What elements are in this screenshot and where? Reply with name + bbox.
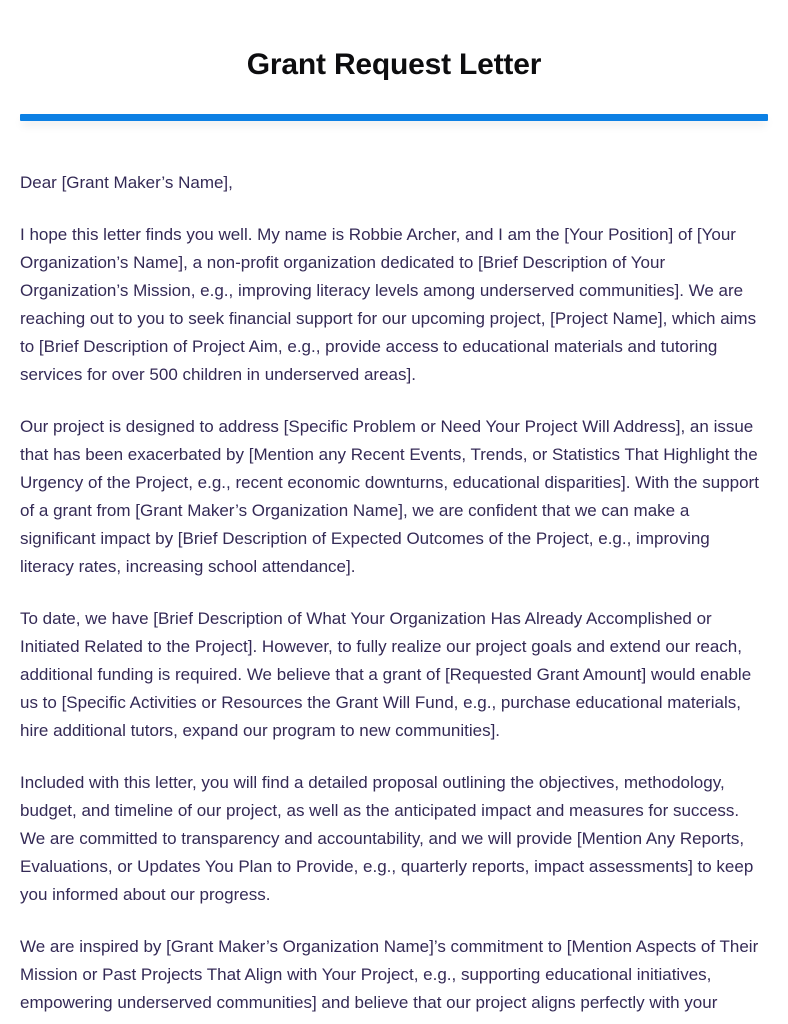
accent-divider (20, 114, 768, 121)
salutation-paragraph: Dear [Grant Maker’s Name], (20, 173, 233, 192)
proposal-enclosure-paragraph: Included with this letter, you will find a detailed proposal outlining the objectives, methodology, budget, and timeline of our project, as well as the anticipated impact and measures for success. We are committed to transparency and accountability, and we will provide [Mention Any Reports, Evaluations, or Updates You Plan to Provide, e.g., quarterly reports, impact assessments] to keep you informed about our progress. (20, 773, 754, 904)
intro-paragraph: I hope this letter finds you well. My name is Robbie Archer, and I am the [Your Position] of [Your Organization’s Name], a non-profit organization dedicated to [Brief Description of Your Organization’s Mission, e.g., improving literacy levels among underserved communities]. We are reaching out to you to seek financial support for our upcoming project, [Project Name], which aims to [Brief Description of Project Aim, e.g., provide access to educational materials and tutoring services for over 500 children in underserved areas]. (20, 225, 757, 384)
alignment-paragraph: We are inspired by [Grant Maker’s Organization Name]’s commitment to [Mention Aspects of Their Mission or Past Projects That Align with Your Project, e.g., supporting educational initiatives, empowering underserved communities] and believe that our project aligns perfectly with your (20, 937, 759, 1012)
title-divider-container (0, 114, 788, 121)
problem-statement-paragraph: Our project is designed to address [Specific Problem or Need Your Project Will Address], an issue that has been exacerbated by [Mention any Recent Events, Trends, or Statistics That Highlight the Urgency of the Project, e.g., recent economic downturns, educational disparities]. With the support of a grant from [Grant Maker’s Organization Name], we are confident that we can make a significant impact by [Brief Description of Expected Outcomes of the Project, e.g., improving literacy rates, increasing school attendance]. (20, 417, 759, 576)
letter-body (0, 169, 788, 1017)
page-title: Grant Request Letter (246, 48, 542, 81)
progress-and-funding-paragraph: To date, we have [Brief Description of What Your Organization Has Already Accomplished or Initiated Related to the Project]. However, to fully realize our project goals and extend our reach, additional funding is required. We believe that a grant of [Requested Grant Amount] would enable us to [Specific Activities or Resources the Grant Will Fund, e.g., purchase educational materials, hire additional tutors, expand our program to new communities]. (20, 609, 752, 740)
